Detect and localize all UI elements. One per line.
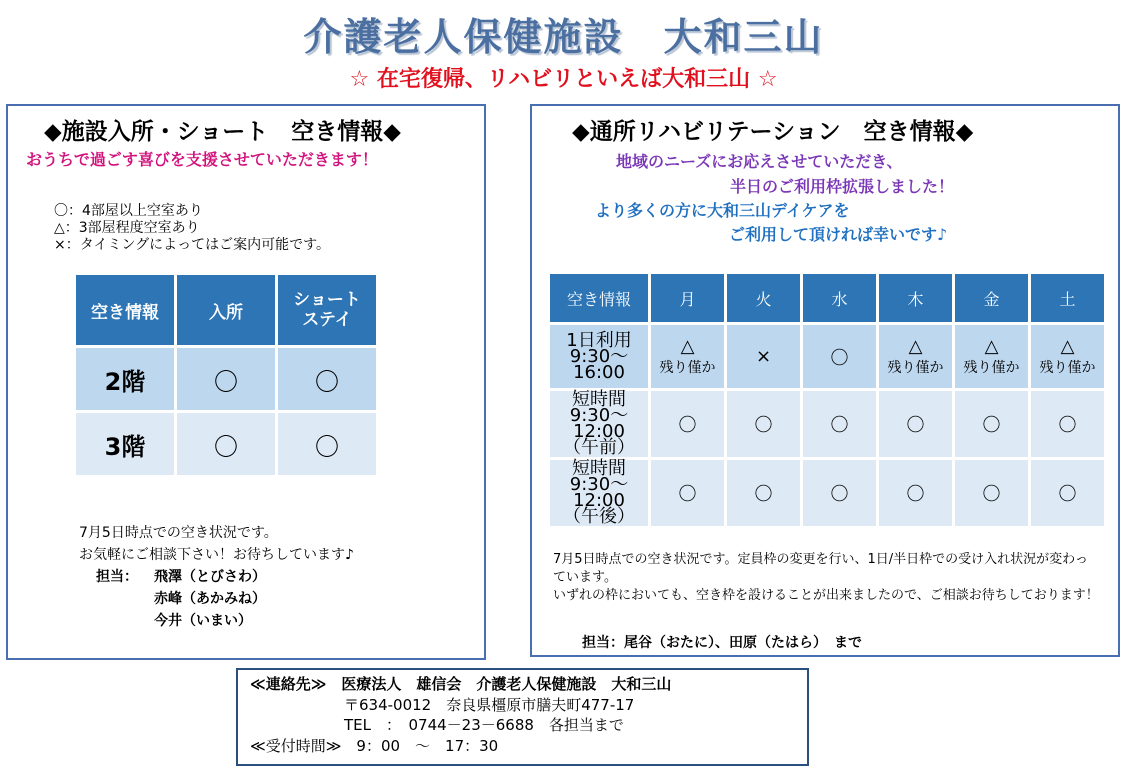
facility-staff-names: [154, 566, 266, 632]
facility-vacancy-table: [73, 272, 379, 478]
status-cell: 〇: [879, 460, 952, 526]
status-cell: △ 残り僅か: [879, 325, 952, 388]
header-nyusho: 入所: [177, 275, 275, 345]
legend-circle: 〇：4部屋以上空室あり: [54, 203, 203, 219]
header-sat: 土: [1031, 274, 1104, 322]
legend-triangle: △：3部屋程度空室あり: [54, 220, 200, 236]
short-status: 〇: [278, 413, 376, 475]
contact-tel: TEL ： 0744－23－6688 各担当まで: [344, 716, 624, 734]
status-cell: 〇: [727, 460, 800, 526]
status-cell: △ 残り僅か: [651, 325, 724, 388]
rehab-message-1: 地域のニーズにお応えさせていただき、: [616, 152, 903, 171]
rehab-vacancy-title: ◆通所リハビリテーション 空き情報◆: [572, 119, 974, 145]
rehab-message-2: 半日のご利用枠拡張しました！: [730, 177, 955, 196]
rehab-message-3: より多くの方に大和三山デイケアを: [595, 201, 850, 220]
status-cell: 〇: [955, 460, 1028, 526]
status-cell: △ 残り僅か: [1031, 325, 1104, 388]
header-short-stay: ショート ステイ: [278, 275, 376, 345]
header-fri: 金: [955, 274, 1028, 322]
staff-label: 担当：: [96, 569, 138, 585]
status-cell: 〇: [651, 391, 724, 457]
table-row: [76, 348, 376, 410]
status-cell: 〇: [727, 391, 800, 457]
vacancy-legend: [54, 203, 330, 254]
status-cell: 〇: [651, 460, 724, 526]
facility-note: [79, 522, 354, 566]
status-cell: ×: [727, 325, 800, 388]
note-date: 7月5日時点での空き状況です。: [79, 525, 278, 541]
tagline: ☆ 在宅復帰、リハビリといえば大和三山 ☆: [349, 67, 778, 92]
facility-staff: [96, 566, 138, 588]
nyusho-status: 〇: [177, 413, 275, 475]
facility-subtitle: おうちで過ごす喜びを支援させていただきます！: [26, 150, 378, 169]
staff-name: 赤峰（あかみね）: [154, 591, 266, 607]
status-cell: 〇: [803, 460, 876, 526]
contact-address: 〒634-0012 奈良県橿原市膳夫町477-17: [344, 696, 635, 714]
rehab-vacancy-table: [547, 271, 1107, 529]
legend-cross: ×：タイミングによってはご案内可能です。: [54, 237, 331, 253]
header-thu: 木: [879, 274, 952, 322]
header-tue: 火: [727, 274, 800, 322]
slot-label: 短時間 9:30～12:00 （午前）: [550, 391, 648, 457]
staff-name: 今井（いまい）: [154, 613, 252, 629]
note-invite: お気軽にご相談下さい！お待ちしています♪: [79, 547, 354, 563]
rehab-staff: 担当：尾谷（おたに）、田原（たはら） まで: [582, 635, 862, 651]
rehab-vacancy-panel: [530, 104, 1120, 657]
status-cell: 〇: [1031, 391, 1104, 457]
table-row: [76, 413, 376, 475]
header-vacancy: 空き情報: [76, 275, 174, 345]
slot-label: 1日利用 9:30～16:00: [550, 325, 648, 388]
status-cell: △ 残り僅か: [955, 325, 1028, 388]
status-cell: 〇: [803, 391, 876, 457]
rehab-note: 7月5日時点での空き状況です。定員枠の変更を行い、1日/半日枠での受け入れ状況が変わっています。 いずれの枠においても、空き枠を設けることが出来ましたので、ご相談お待ちしております！: [553, 552, 1099, 603]
nyusho-status: 〇: [177, 348, 275, 410]
contact-box: [236, 668, 809, 766]
contact-org: ≪連絡先≫ 医療法人 雄信会 介護老人保健施設 大和三山: [250, 675, 672, 693]
status-cell: 〇: [879, 391, 952, 457]
floor-label: 3階: [76, 413, 174, 475]
rehab-message-4: ご利用して頂ければ幸いです♪: [729, 225, 948, 244]
staff-name: 飛澤（とびさわ）: [154, 569, 266, 585]
header-wed: 水: [803, 274, 876, 322]
floor-label: 2階: [76, 348, 174, 410]
facility-vacancy-panel: [6, 104, 486, 660]
status-cell: 〇: [1031, 460, 1104, 526]
contact-hours: ≪受付時間≫ 9：00 ～ 17：30: [250, 737, 499, 755]
header-mon: 月: [651, 274, 724, 322]
slot-label: 短時間 9:30～12:00 （午後）: [550, 460, 648, 526]
header-vacancy: 空き情報: [550, 274, 648, 322]
table-row: [550, 460, 1104, 526]
status-cell: 〇: [803, 325, 876, 388]
facility-vacancy-title: ◆施設入所・ショート 空き情報◆: [44, 119, 401, 145]
table-row: [550, 325, 1104, 388]
short-status: 〇: [278, 348, 376, 410]
status-cell: 〇: [955, 391, 1028, 457]
table-row: [550, 391, 1104, 457]
page-title: 介護老人保健施設 大和三山: [303, 15, 824, 59]
